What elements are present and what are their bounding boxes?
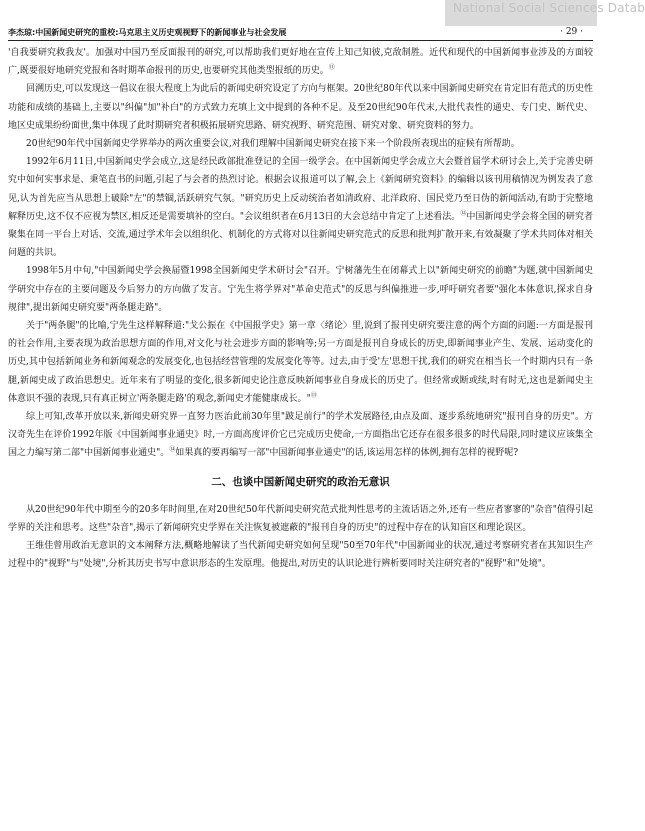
article-body [8, 44, 593, 573]
section-heading: 二、也谈中国新闻史研究的政治无意识 [211, 475, 390, 488]
paragraph: 王维佳曾用政治无意识的文本阐释方法,概略地解读了当代新闻史研究如何呈现"50至70年代"中国新闻业的状况,通过考察研究者在其知识生产过程中的"视野"与"处境",分析其历史书写中意识形态的生发原理。他提出,对历史的认识论进行辨析要同时关注研究者的"视野"和"处境"。 [8, 541, 593, 570]
paragraph: 从20世纪90年代中期至今的20多年时间里,在对20世纪50年代新闻史研究范式批判性思考的主流话语之外,还有一些应者寥寥的"杂音"值得引起学界的关注和思考。这些"杂音",揭示了新闻研究史学界在关注恢复被遮蔽的"报刊自身的历史"的过程中存在的认知盲区和理论误区。 [8, 504, 593, 533]
header-rule [8, 40, 593, 41]
running-title: 李杰琼:中国新闻史研究的重校:马克思主义历史观视野下的新闻事业与社会发展 [8, 28, 287, 37]
footnote-marker: ⑭ [169, 446, 176, 454]
paragraph: 1998年5月中旬,"中国新闻史学会换届暨1998全国新闻史学术研讨会"召开。宁树藩先生在闭幕式上以"新闻史研究的前瞻"为题,就中国新闻史学研究中存在的主要问题及今后努力的方向做了发言。宁先生将学界对"革命史范式"的反思与纠偏推进一步,呼吁研究者要"强化本体意识,探求自身规律",提出新闻史研究要"两条腿走路"。 [8, 266, 593, 313]
page-number: · 29 · [560, 27, 583, 37]
watermark-banner [445, 0, 645, 26]
paragraph: 1992年6月11日,中国新闻史学会成立,这是经民政部批准登记的全国一级学会。在中国新闻史学会成立大会暨首届学术研讨会上,关于完善史研究中如何实事求是、秉笔直书的问题,引起了与会者的热烈讨论。根据会议报道可以了解,会上《新闻研究资料》的编辑以该刊用稿情况为例发表了意见,认为首先应当从思想上破除"左"的禁锢,活跃研究气氛。"研究历史上反动统治者如清政府、北洋政府、国民党乃至日伪的新闻活动,有助于完整地解释历史,这不仅不应视为禁区,相反还是需要填补的空白。"会议组织者在6月13日的大会总结中肯定了上述看法。⑫中国新闻史学会将全国的研究者聚集在同一平台上对话、交流,通过学术年会以组织化、机制化的方式将对以往新闻史研究范式的反思和批判扩散开来,有效凝聚了学术共同体对相关问题的共识。 [8, 157, 593, 259]
paragraph: 综上可知,改革开放以来,新闻史研究界一直努力医治此前30年里"跛足前行"的学术发展路径,由点及面、逐步系统地研究"报刊自身的历史"。方汉奇先生在评价1992年版《中国新闻事业通史》时,一方面高度评价它已完成历史使命,一方面指出它还存在很多很多的时代局限,同时建议应该集全国之力编写第二部"中国新闻事业通史"。⑭如果真的要再编写一部"中国新闻事业通史"的话,该运用怎样的体例,拥有怎样的视野呢? [8, 412, 593, 459]
paragraph: 20世纪90年代中国新闻史学界举办的两次重要会议,对我们理解中国新闻史研究在接下来一个阶段所表现出的症候有所帮助。 [26, 139, 520, 150]
footnote-marker: ⑬ [310, 391, 317, 399]
watermark-text: National Social Sciences Datab [453, 1, 645, 15]
footnote-marker: ⑫ [460, 209, 467, 217]
running-head [8, 27, 593, 38]
paragraph: '自我要研究救我友'。加强对中国乃至反面报刊的研究,可以帮助我们更好地在宣传上知己知彼,克敌制胜。近代和现代的中国新闻事业涉及的方面较广,既要很好地研究党报和各时期革命报刊的历史,也要研究其他类型报纸的历史。⑪ [8, 48, 593, 77]
paragraph: 关于"两条腿"的比喻,宁先生这样解释道:"戈公振在《中国报学史》第一章〈绪论〉里,说到了报刊史研究要注意的两个方面的问题:一方面是报刊的社会作用,主要表现为政治思想方面的作用,对文化与社会进步方面的影响等;另一方面是报刊自身成长的历史,即新闻事业产生、发展、运动变化的历史,其中包括新闻业务和新闻观念的发展变化,也包括经营管理的发展变化等等。过去,由于受'左'思想干扰,我们的研究在相当长一个时期内只有一条腿,新闻史成了政治思想史。近年来有了明显的变化,很多新闻史论注意反映新闻事业自身成长的历史了。但经常或断或续,时有时无,这也是新闻史主体意识不强的表现,只有真正树立'两条腿走路'的观念,新闻史才能健康成长。"⑬ [8, 321, 593, 404]
footnote-marker: ⑪ [328, 64, 335, 72]
paragraph: 回溯历史,可以发现这一倡议在很大程度上为此后的新闻史研究设定了方向与框架。20世纪80年代以来中国新闻史研究在肯定旧有范式的历史性功能和成绩的基础上,主要以"纠偏"加"补白"的方式致力充填上文中提到的各种不足。及至20世纪90年代末,大批代表性的通史、专门史、断代史、地区史成果纷纷面世,集中体现了此时期研究者积极拓展研究思路、研究视野、研究范围、研究对象、研究资料的努力。 [8, 84, 593, 131]
